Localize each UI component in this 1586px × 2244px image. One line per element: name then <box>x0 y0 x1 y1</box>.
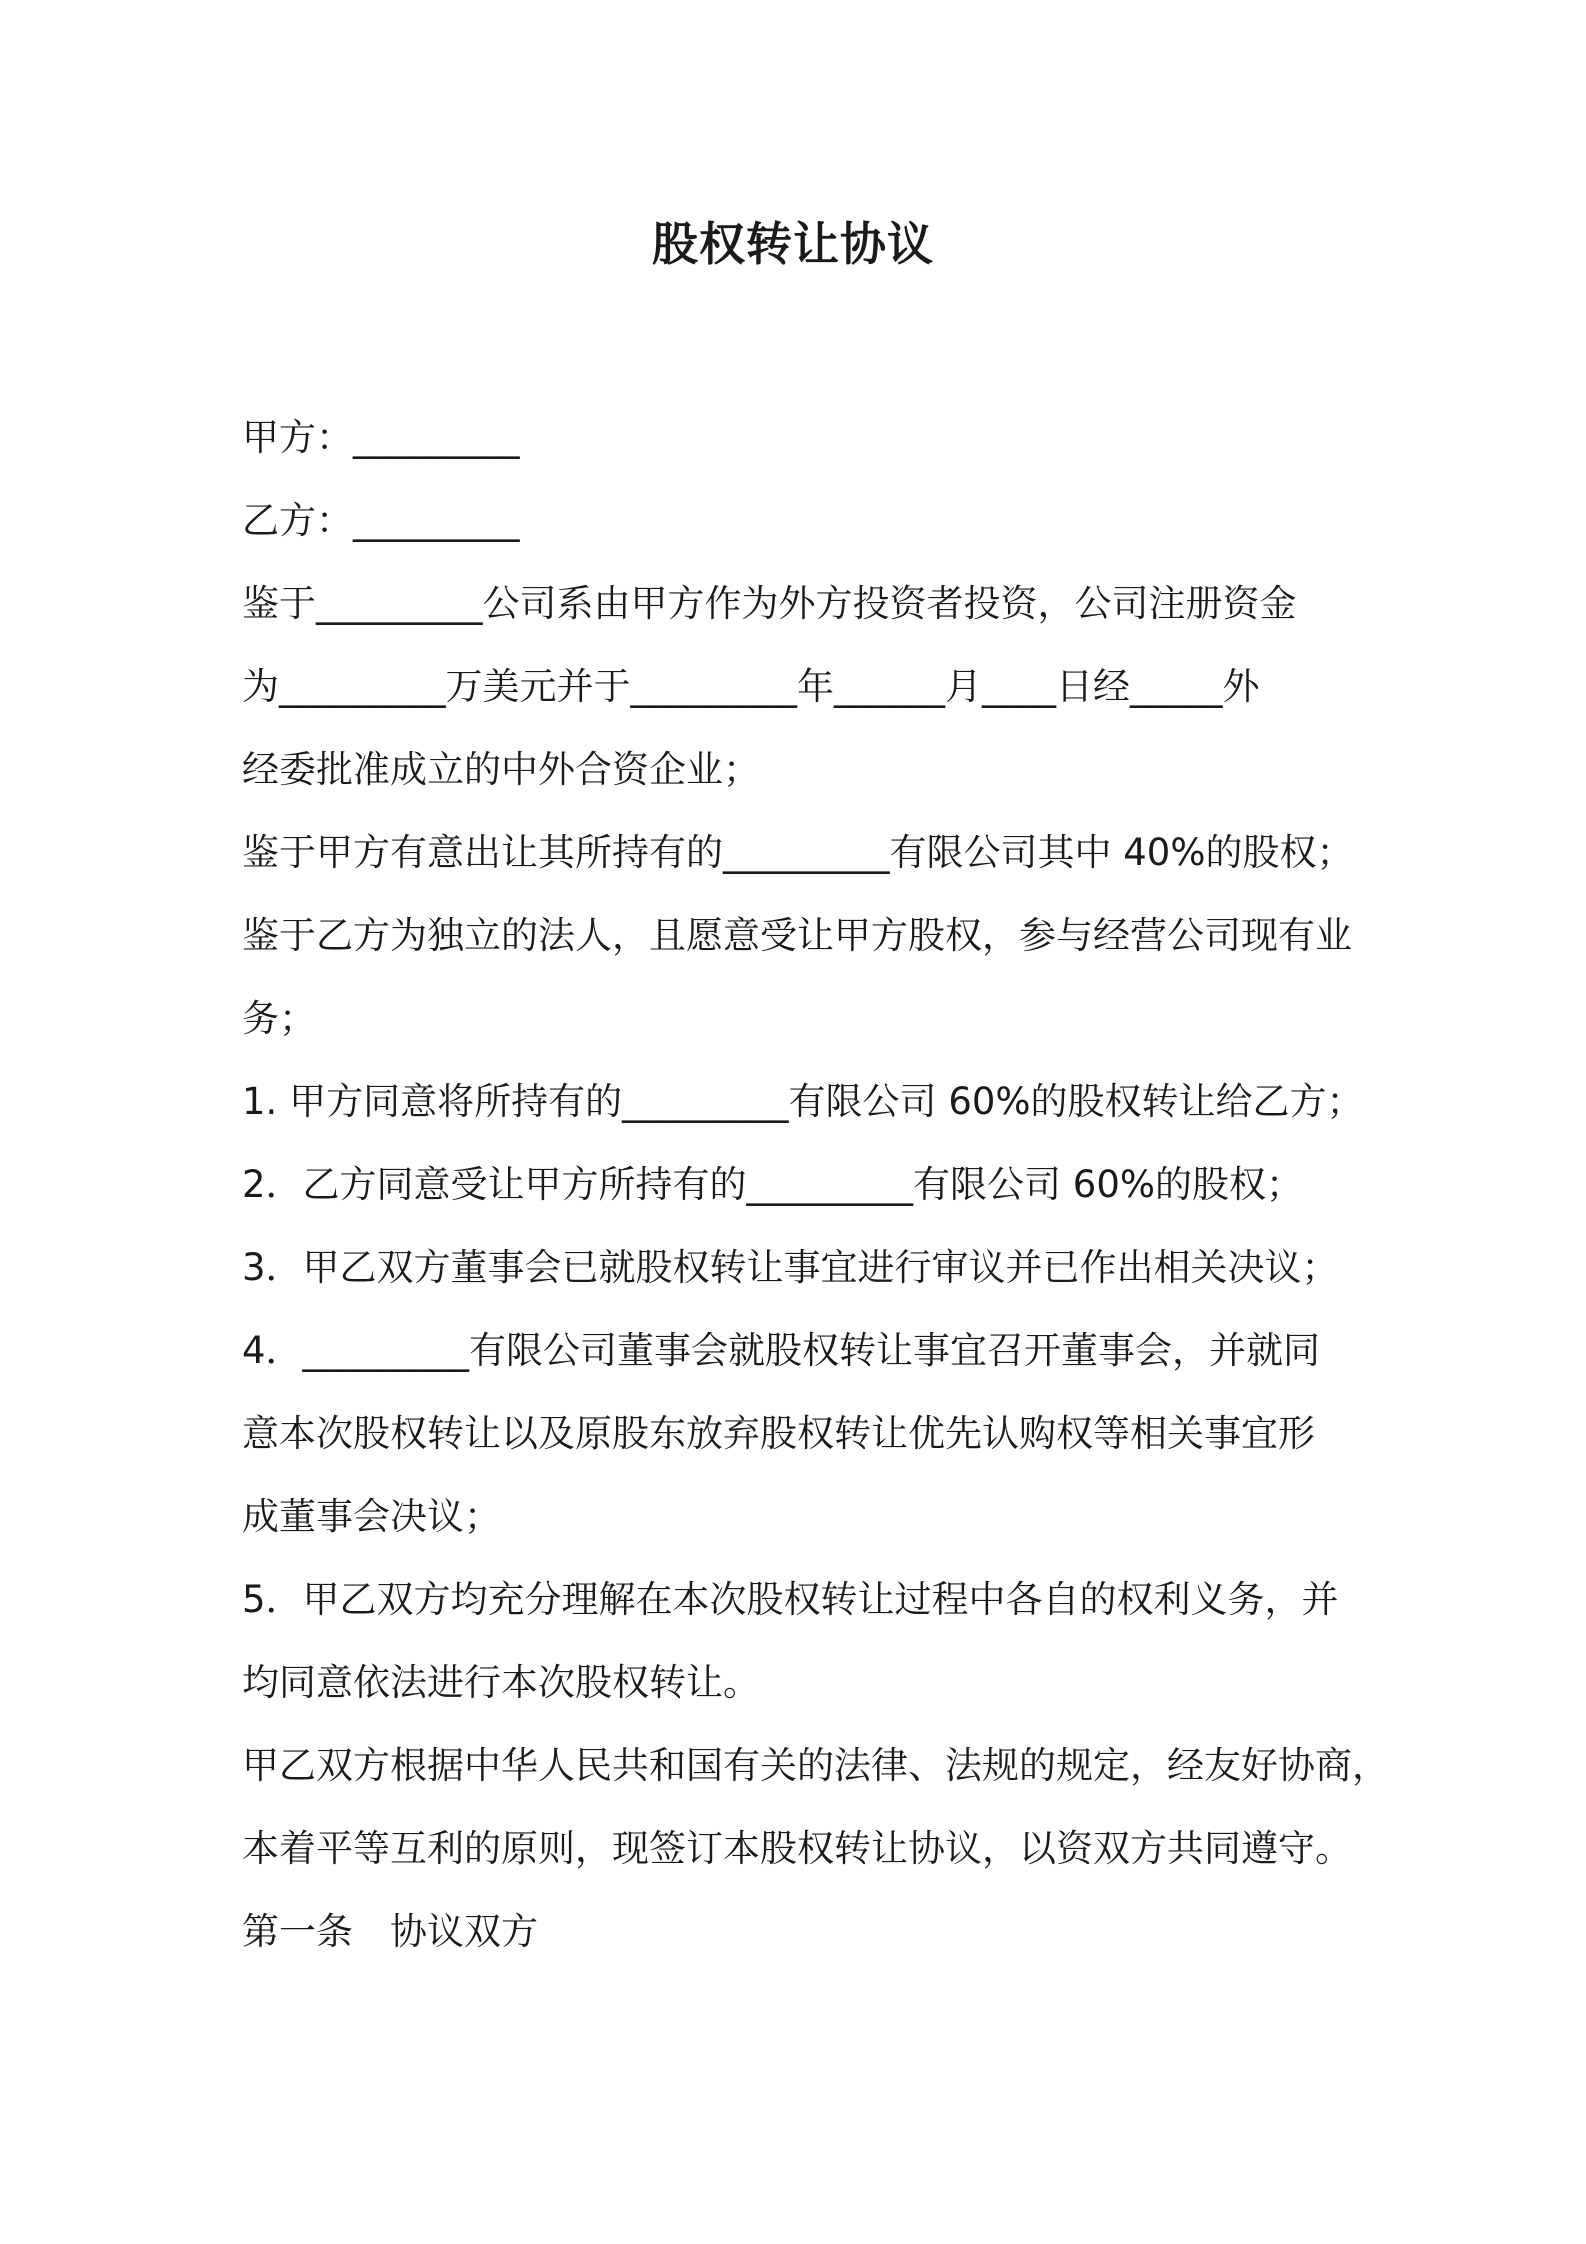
recital-1-line-3: 经委批准成立的中外合资企业； <box>242 748 760 791</box>
party-b-line: 乙方：_________ <box>242 499 520 542</box>
item-3-line: 3．甲乙双方董事会已就股权转让事宜进行审议并已作出相关决议； <box>242 1246 1339 1289</box>
item-5-line-2: 均同意依法进行本次股权转让。 <box>242 1661 760 1704</box>
item-4-line-1: 4．_________有限公司董事会就股权转让事宜召开董事会，并就同 <box>242 1329 1321 1372</box>
document-title: 股权转让协议 <box>652 217 934 271</box>
item-4-line-3: 成董事会决议； <box>242 1495 501 1538</box>
agreement-basis-line-1: 甲乙双方根据中华人民共和国有关的法律、法规的规定，经友好协商， <box>242 1744 1389 1787</box>
item-2-line: 2．乙方同意受让甲方所持有的_________有限公司 60%的股权； <box>242 1163 1304 1206</box>
recital-2-line: 鉴于甲方有意出让其所持有的_________有限公司其中 40%的股权； <box>242 831 1354 874</box>
recital-1-line-1: 鉴于_________公司系由甲方作为外方投资者投资，公司注册资金 <box>242 582 1297 625</box>
item-4-line-2: 意本次股权转让以及原股东放弃股权转让优先认购权等相关事宜形 <box>242 1412 1315 1455</box>
recital-1-line-2: 为_________万美元并于_________年______月____日经_____外 <box>242 665 1260 708</box>
item-1-line: 1. 甲方同意将所持有的_________有限公司 60%的股权转让给乙方； <box>242 1080 1364 1123</box>
agreement-basis-line-2: 本着平等互利的原则，现签订本股权转让协议，以资双方共同遵守。 <box>242 1827 1352 1870</box>
item-5-line-1: 5．甲乙双方均充分理解在本次股权转让过程中各自的权利义务，并 <box>242 1578 1339 1621</box>
recital-3-line-2: 务； <box>242 997 316 1040</box>
article-1-heading: 第一条 协议双方 <box>242 1910 538 1953</box>
party-a-line: 甲方：_________ <box>242 416 520 459</box>
recital-3-line-1: 鉴于乙方为独立的法人，且愿意受让甲方股权，参与经营公司现有业 <box>242 914 1352 957</box>
